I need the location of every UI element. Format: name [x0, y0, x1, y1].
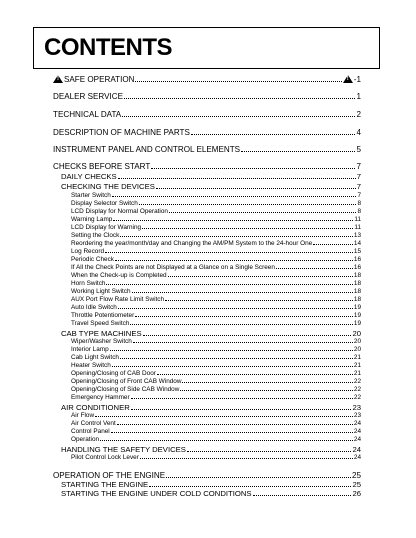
toc-entry-page: [354, 224, 361, 231]
toc-leader-dots: [253, 495, 352, 496]
toc-entry-page: [354, 346, 361, 353]
toc-entry-title-text: Air Control Vent: [71, 420, 116, 427]
toc-entry-page: [354, 454, 361, 461]
toc-entry-title-text: CHECKS BEFORE START: [53, 162, 151, 171]
toc-entry-page-number: 21: [353, 362, 361, 369]
toc-leader-dots: [100, 440, 353, 441]
toc-entry-page-number: 16: [353, 264, 361, 271]
toc-leader-dots: [117, 424, 353, 425]
toc-entry-title-text: Pilot Control Lock Lever: [71, 454, 139, 461]
warning-triangle-icon: [343, 75, 353, 83]
toc-leader-dots: [180, 390, 353, 391]
toc-entry-page-number: 22: [353, 378, 361, 385]
toc-entry-title: [71, 232, 119, 239]
toc-entry-page-number: 1: [356, 92, 361, 101]
toc-entry-page: [354, 386, 361, 393]
toc-entry[interactable]: [53, 329, 361, 338]
toc-entry[interactable]: [53, 489, 361, 498]
toc-entry-title: [61, 489, 252, 498]
toc-entry[interactable]: [53, 362, 361, 369]
toc-leader-dots: [149, 486, 351, 487]
toc-entry[interactable]: [53, 386, 361, 393]
toc-entry-page-number: 26: [352, 489, 361, 498]
toc-entry-page: [352, 480, 361, 489]
toc-entry-page: [354, 370, 361, 377]
toc-entry-title: [71, 394, 130, 401]
toc-entry-title-text: Display Selector Switch: [71, 200, 138, 207]
toc-entry-page-number: 4: [356, 128, 361, 137]
toc-leader-dots: [156, 188, 356, 189]
toc-entry-title: [71, 264, 275, 271]
toc-entry-title: [71, 208, 168, 215]
toc-entry-title-text: LCD Display for Warning: [71, 224, 142, 231]
toc-leader-dots: [142, 228, 353, 229]
toc-entry-page-number: 20: [352, 329, 361, 338]
toc-leader-dots: [112, 366, 353, 367]
toc-entry[interactable]: [53, 208, 361, 215]
toc-entry-title: [71, 420, 116, 427]
toc-leader-dots: [133, 342, 353, 343]
toc-entry-title-text: Heater Switch: [71, 362, 111, 369]
toc-entry-title: [53, 162, 150, 171]
toc-entry-title-text: Auto Idle Switch: [71, 304, 117, 311]
toc-entry-page: [357, 208, 361, 215]
toc-leader-dots: [132, 292, 353, 293]
toc-entry-page-number: 22: [353, 394, 361, 401]
toc-entry-title: [71, 200, 138, 207]
toc-entry-title: [53, 128, 190, 137]
toc-entry[interactable]: [53, 320, 361, 327]
toc-entry-page: [354, 338, 361, 345]
toc-entry-title-text: Working Light Switch: [71, 288, 131, 295]
toc-entry[interactable]: [53, 75, 361, 84]
toc-entry[interactable]: [53, 436, 361, 443]
toc-leader-dots: [118, 178, 356, 179]
toc-entry-title: [71, 280, 105, 287]
toc-leader-dots: [143, 335, 352, 336]
toc-entry-title-text: HANDLING THE SAFETY DEVICES: [61, 445, 186, 454]
toc-leader-dots: [111, 432, 353, 433]
toc-entry-title-text: OPERATION OF THE ENGINE: [53, 471, 166, 480]
toc-entry-title-text: CHECKING THE DEVICES: [61, 182, 155, 191]
toc-entry-title-text: INSTRUMENT PANEL AND CONTROL ELEMENTS: [53, 145, 241, 154]
toc-entry[interactable]: [53, 240, 361, 247]
toc-entry-page-number: 24: [353, 428, 361, 435]
toc-entry-title-text: AUX Port Flow Rate Limit Switch: [71, 296, 165, 303]
toc-entry-page-number: 23: [352, 403, 361, 412]
toc-entry-title: [71, 240, 312, 247]
toc-entry[interactable]: [53, 192, 361, 199]
toc-entry-page: [354, 394, 361, 401]
toc-entry[interactable]: [53, 412, 361, 419]
toc-entry-page: [357, 200, 361, 207]
toc-entry[interactable]: [53, 445, 361, 454]
toc-entry[interactable]: [53, 272, 361, 279]
toc-entry-page-number: 14: [353, 240, 361, 247]
toc-entry[interactable]: [53, 248, 361, 255]
toc-leader-dots: [122, 116, 355, 117]
toc-entry-title: [71, 296, 164, 303]
toc-entry[interactable]: [53, 182, 361, 191]
toc-entry[interactable]: [53, 232, 361, 239]
toc-entry-title: [71, 338, 132, 345]
toc-entry-title: [53, 110, 121, 119]
toc-entry-title: [71, 412, 94, 419]
toc-entry[interactable]: [53, 172, 361, 181]
toc-entry[interactable]: [53, 145, 361, 154]
toc-entry[interactable]: [53, 312, 361, 319]
toc-entry-title-text: AIR CONDITIONER: [61, 403, 130, 412]
toc-entry-title: [71, 312, 134, 319]
toc-entry-title: [61, 329, 142, 338]
toc-entry-title-text: Opening/Closing of Side CAB Window: [71, 386, 180, 393]
toc-entry-page-number: 16: [353, 256, 361, 263]
toc-leader-dots: [313, 244, 353, 245]
toc-entry-page-number: 25: [352, 480, 361, 489]
toc-entry-page: [352, 445, 361, 454]
toc-entry-page: [352, 471, 361, 480]
toc-entry-page-number: 5: [356, 145, 361, 154]
toc-entry-page: [354, 378, 361, 385]
toc-entry-page: [354, 272, 361, 279]
toc-entry-page-number: 15: [353, 248, 361, 255]
toc-leader-dots: [130, 324, 353, 325]
toc-entry-page-number: 20: [353, 338, 361, 345]
toc-entry-title-text: Opening/Closing of CAB Door: [71, 370, 156, 377]
toc-entry-title: [71, 378, 181, 385]
toc-entry[interactable]: [53, 428, 361, 435]
toc-entry[interactable]: [53, 200, 361, 207]
toc-entry-title-text: Interior Lamp: [71, 346, 109, 353]
toc-entry[interactable]: [53, 280, 361, 287]
toc-leader-dots: [182, 382, 352, 383]
toc-entry-title: [71, 436, 99, 443]
toc-entry-page-number: -1: [353, 75, 361, 84]
toc-entry-title-text: Setting the Clock: [71, 232, 120, 239]
toc-entry-page: [356, 128, 361, 137]
toc-entry-page-number: 18: [353, 296, 361, 303]
toc-entry-title-text: STARTING THE ENGINE UNDER COLD CONDITIONS: [61, 489, 252, 498]
toc-entry-title-text: Cab Light Switch: [71, 354, 119, 361]
toc-leader-dots: [151, 168, 355, 169]
toc-entry-title-text: Travel Speed Switch: [71, 320, 130, 327]
toc-entry-page: [354, 362, 361, 369]
toc-leader-dots: [124, 98, 355, 99]
toc-entry-page-number: 11: [354, 224, 361, 231]
toc-entry-page-number: 19: [353, 304, 361, 311]
toc-entry-page-number: 2: [356, 110, 361, 119]
toc-entry[interactable]: [53, 92, 361, 101]
toc-entry-title-text: When the Check-up is Completed: [71, 272, 167, 279]
toc-entry-page: [354, 312, 361, 319]
toc-entry[interactable]: [53, 370, 361, 377]
toc-entry-page: [356, 162, 361, 171]
toc-entry-title-text: Starter Switch: [71, 192, 111, 199]
toc-entry-title: [71, 454, 139, 461]
toc-entry-title: [61, 480, 148, 489]
toc-entry[interactable]: [53, 110, 361, 119]
toc-entry-page: [357, 182, 361, 191]
toc-entry-page-number: 7: [356, 182, 361, 191]
toc-leader-dots: [168, 276, 353, 277]
toc-leader-dots: [112, 196, 357, 197]
toc-leader-dots: [105, 252, 353, 253]
toc-entry-page: [356, 92, 361, 101]
toc-entry-title: [53, 471, 165, 480]
toc-entry-page: [354, 280, 361, 287]
toc-entry-title-text: CAB TYPE MACHINES: [61, 329, 142, 338]
toc-entry-page-number: 18: [353, 272, 361, 279]
toc-entry[interactable]: [53, 264, 361, 271]
toc-entry-page-number: 24: [352, 445, 361, 454]
toc-entry[interactable]: [53, 420, 361, 427]
toc-entry-title-text: Opening/Closing of Front CAB Window: [71, 378, 182, 385]
toc-leader-dots: [135, 316, 353, 317]
toc-entry-page-number: 18: [353, 280, 361, 287]
toc-entry-title-text: DEALER SERVICE: [53, 92, 124, 101]
toc-leader-dots: [276, 268, 353, 269]
toc-entry[interactable]: [53, 403, 361, 412]
toc-entry-title-text: Periodic Check: [71, 256, 114, 263]
toc-entry-title: [71, 288, 131, 295]
toc-entry-page-number: 13: [353, 232, 361, 239]
toc-entry-title: [71, 386, 179, 393]
toc-entry-page-number: 8: [357, 200, 361, 207]
toc-entry[interactable]: [53, 216, 361, 223]
toc-entry[interactable]: [53, 338, 361, 345]
toc-entry-page-number: 22: [353, 386, 361, 393]
toc-entry[interactable]: [53, 394, 361, 401]
toc-entry-title: [71, 354, 119, 361]
toc-entry-title-text: Reordering the year/month/day and Changing the AM/PM System to the 24-hour One: [71, 240, 313, 247]
toc-entry-page-number: 7: [356, 172, 361, 181]
toc-leader-dots: [131, 409, 352, 410]
toc-entry-page: [357, 172, 361, 181]
toc-entry-title: [71, 320, 129, 327]
toc-entry-title-text: Horn Switch: [71, 280, 106, 287]
toc-entry[interactable]: [53, 354, 361, 361]
toc-entry-page: [354, 256, 361, 263]
toc-entry-page: [356, 110, 361, 119]
toc-leader-dots: [118, 308, 353, 309]
toc-entry-title: [71, 362, 111, 369]
toc-entry-title-text: Wiper/Washer Switch: [71, 338, 132, 345]
toc-entry[interactable]: [53, 162, 361, 171]
toc-leader-dots: [166, 477, 351, 478]
toc-leader-dots: [120, 358, 353, 359]
toc-entry-page: [357, 192, 361, 199]
toc-entry-title-text: Log Record: [71, 248, 105, 255]
toc-entry-page-number: 7: [357, 192, 361, 199]
toc-entry[interactable]: [53, 346, 361, 353]
toc-entry-page-number: 19: [353, 320, 361, 327]
toc-entry-title: [71, 370, 156, 377]
toc-entry[interactable]: [53, 128, 361, 137]
toc-entry-title-text: Air Flow: [71, 412, 95, 419]
toc-entry-title: [53, 75, 134, 84]
toc-leader-dots: [135, 81, 341, 82]
toc-leader-dots: [187, 451, 352, 452]
toc-entry-page: [354, 296, 361, 303]
toc-entry-page: [354, 232, 361, 239]
toc-leader-dots: [113, 220, 353, 221]
toc-entry-title-text: If All the Check Points are not Displayed at a Glance on a Single Screen: [71, 264, 275, 271]
contents-title: CONTENTS: [44, 34, 172, 61]
toc-entry-title-text: LCD Display for Normal Operation: [71, 208, 168, 215]
toc-leader-dots: [110, 350, 353, 351]
toc-entry-title: [61, 172, 117, 181]
toc-leader-dots: [191, 134, 356, 135]
toc-entry-title: [71, 224, 141, 231]
toc-entry-page: [354, 436, 361, 443]
toc-entry[interactable]: [53, 304, 361, 311]
contents-title-box: [33, 27, 380, 69]
toc-leader-dots: [157, 374, 353, 375]
toc-entry-page-number: 20: [353, 346, 361, 353]
toc-leader-dots: [241, 151, 355, 152]
toc-entry-page: [356, 145, 361, 154]
toc-entry-page-number: 21: [353, 370, 361, 377]
toc-entry-page-number: 21: [353, 354, 361, 361]
toc-entry-page: [354, 216, 361, 223]
toc-entry-title: [71, 346, 109, 353]
toc-entry-page-number: 8: [357, 208, 361, 215]
toc-entry-page-number: 18: [353, 288, 361, 295]
toc-entry-title-text: Emergency Hammer: [71, 394, 130, 401]
toc-entry-title-text: TECHNICAL DATA: [53, 110, 122, 119]
toc-entry-title-text: Throttle Potentiometer: [71, 312, 135, 319]
toc-leader-dots: [165, 300, 353, 301]
toc-entry[interactable]: [53, 471, 361, 480]
toc-entry-page: [354, 412, 361, 419]
toc-entry-title-text: SAFE OPERATION: [64, 75, 135, 84]
toc-entry-title: [61, 445, 186, 454]
toc-entry[interactable]: [53, 224, 361, 231]
toc-entry-page: [354, 304, 361, 311]
toc-entry-page-number: 7: [356, 162, 361, 171]
toc-entry[interactable]: [53, 454, 361, 461]
toc-entry-page: [354, 264, 361, 271]
toc-leader-dots: [106, 284, 352, 285]
toc-leader-dots: [115, 260, 353, 261]
toc-entry[interactable]: [53, 378, 361, 385]
toc-entry[interactable]: [53, 288, 361, 295]
toc-entry-title: [71, 256, 114, 263]
toc-entry-page: [354, 420, 361, 427]
toc-entry-page: [354, 428, 361, 435]
toc-entry-page: [354, 354, 361, 361]
toc-entry-page: [343, 75, 361, 84]
toc-entry-title: [71, 272, 167, 279]
toc-entry-page-number: 11: [354, 216, 361, 223]
toc-entry-title-text: DESCRIPTION OF MACHINE PARTS: [53, 128, 190, 137]
toc-entry[interactable]: [53, 296, 361, 303]
toc-entry-page-number: 25: [351, 471, 361, 480]
toc-entry-title: [71, 248, 104, 255]
toc-entry-page: [354, 248, 361, 255]
toc-leader-dots: [120, 236, 353, 237]
toc-entry-title: [53, 145, 240, 154]
toc-entry-page: [352, 329, 361, 338]
toc-entry-title-text: STARTING THE ENGINE: [61, 480, 149, 489]
toc-entry-title-text: Operation: [71, 436, 100, 443]
toc-entry-page-number: 19: [353, 312, 361, 319]
toc-entry-title: [61, 182, 155, 191]
toc-entry[interactable]: [53, 256, 361, 263]
toc-entry-title-text: Control Panel: [71, 428, 110, 435]
toc-entry-page: [352, 489, 361, 498]
toc-leader-dots: [169, 212, 356, 213]
toc-entry[interactable]: [53, 480, 361, 489]
toc-entry-page: [352, 403, 361, 412]
toc-leader-dots: [139, 204, 357, 205]
toc-entry-title-text: Warning Lamp: [71, 216, 113, 223]
toc-entry-title: [71, 192, 111, 199]
toc-entry-title: [71, 216, 112, 223]
toc-entry-page-number: 24: [353, 436, 361, 443]
toc-entry-page-number: 24: [353, 420, 361, 427]
toc-entry-title: [61, 403, 130, 412]
toc-entry-page: [354, 240, 361, 247]
toc-entry-page: [354, 320, 361, 327]
toc-leader-dots: [131, 398, 353, 399]
toc-leader-dots: [95, 416, 353, 417]
warning-triangle-icon: [53, 75, 63, 83]
toc-entry-page: [354, 288, 361, 295]
toc-entry-page-number: 24: [353, 454, 361, 461]
toc-leader-dots: [140, 458, 353, 459]
toc-entry-page-number: 23: [353, 412, 361, 419]
toc-entry-title: [71, 428, 110, 435]
toc-entry-title: [53, 92, 123, 101]
toc-entry-title-text: DAILY CHECKS: [61, 172, 117, 181]
toc-entry-title: [71, 304, 117, 311]
